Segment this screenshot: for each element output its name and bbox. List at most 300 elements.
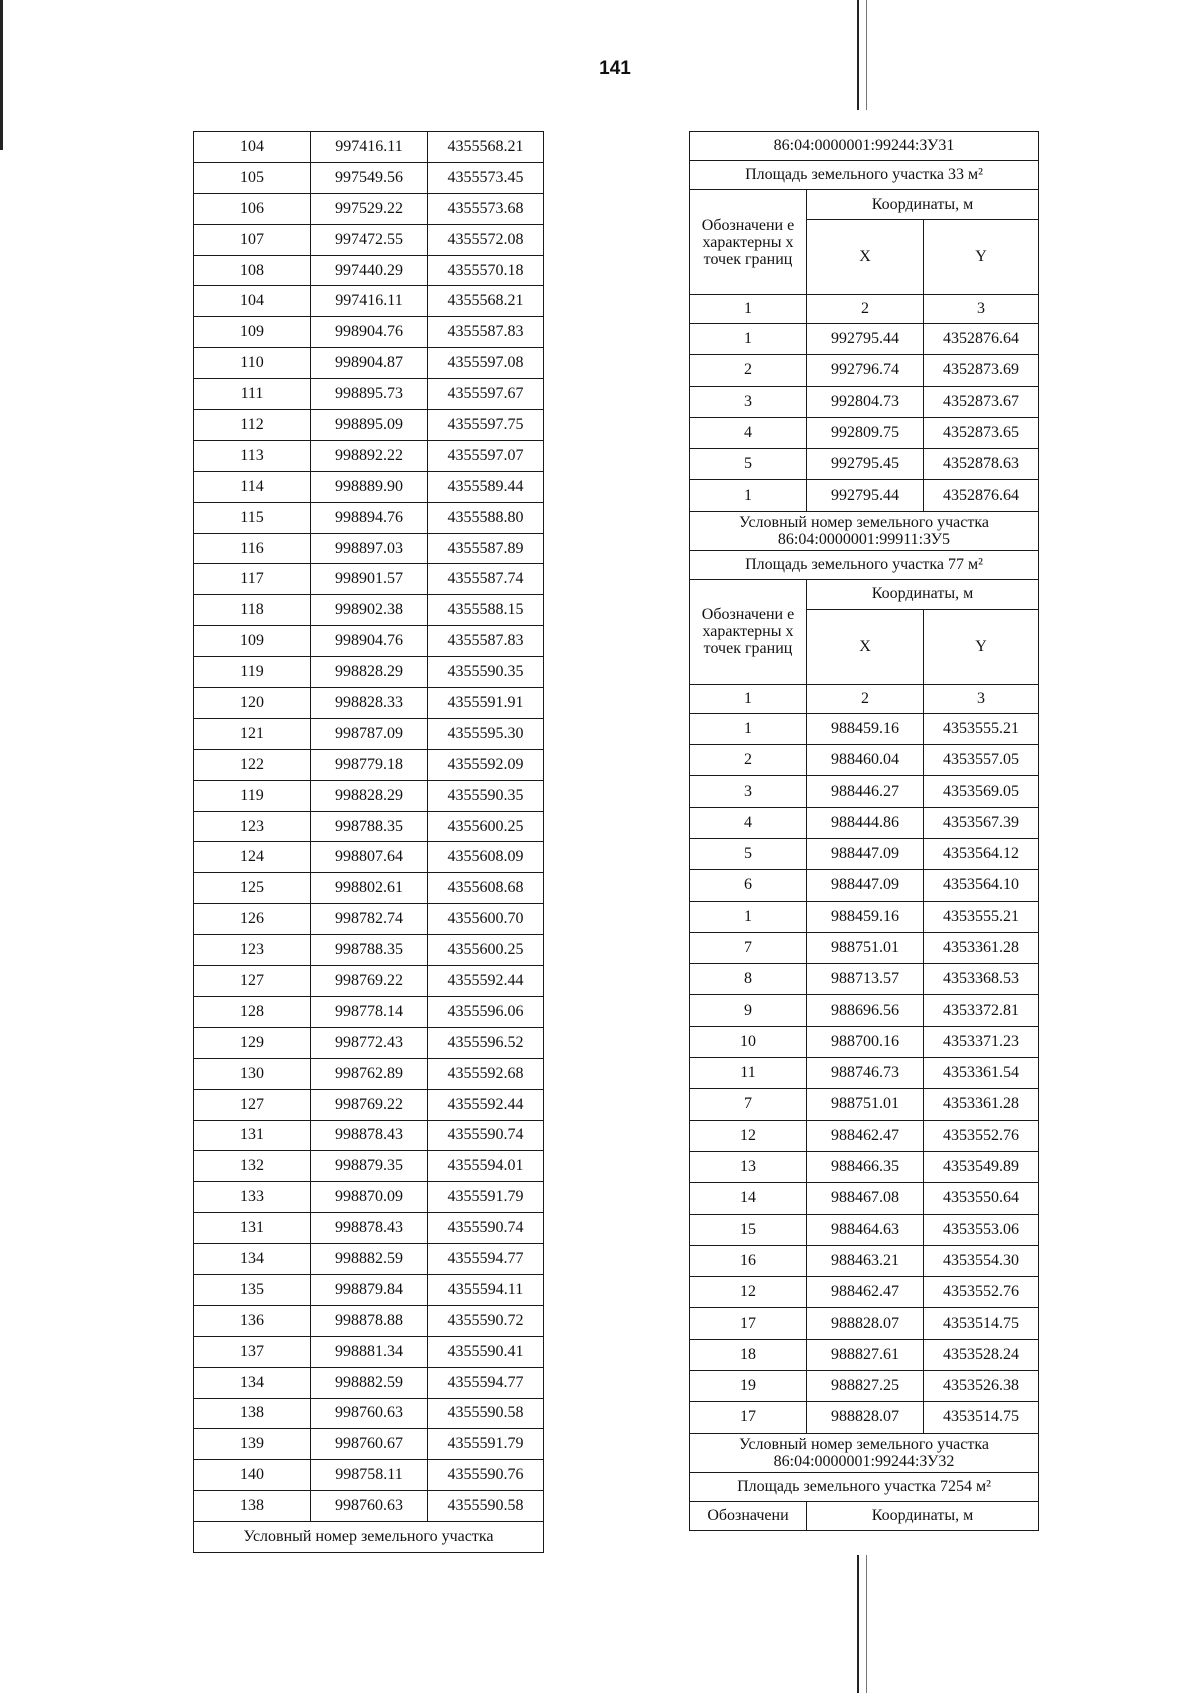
point-number-cell: 119 [194,780,311,811]
x-coordinate-cell: 998802.61 [311,873,428,904]
table-row [194,780,544,811]
x-coordinate-cell: 998902.38 [311,595,428,626]
table-row [194,1367,544,1398]
y-coordinate-cell: 4355588.80 [428,502,544,533]
plot3-area: Площадь земельного участка 7254 м² [690,1472,1039,1501]
x-coordinate-cell: 988696.56 [807,995,924,1026]
x-coordinate-cell: 998828.29 [311,657,428,688]
point-number-cell: 3 [690,776,807,807]
table-row [690,995,1039,1026]
y-coordinate-cell: 4352873.69 [924,355,1039,386]
point-number-cell: 109 [194,626,311,657]
x-coordinate-cell: 998904.87 [311,348,428,379]
plot2-x-header: X [807,609,924,684]
plot1-area-row [690,161,1039,190]
x-coordinate-cell: 992796.74 [807,355,924,386]
x-coordinate-cell: 988466.35 [807,1151,924,1182]
point-number-cell: 5 [690,449,807,480]
y-coordinate-cell: 4353550.64 [924,1183,1039,1214]
y-coordinate-cell: 4355590.41 [428,1336,544,1367]
table-row [690,838,1039,869]
point-number-cell: 120 [194,688,311,719]
x-coordinate-cell: 998882.59 [311,1367,428,1398]
x-coordinate-cell: 992795.45 [807,449,924,480]
y-coordinate-cell: 4355591.91 [428,688,544,719]
point-number-cell: 124 [194,842,311,873]
table-row [690,1214,1039,1245]
plot3-caption [690,1433,1039,1472]
y-coordinate-cell: 4353557.05 [924,745,1039,776]
x-coordinate-cell: 998769.22 [311,1089,428,1120]
x-coordinate-cell: 988459.16 [807,713,924,744]
x-coordinate-cell: 988459.16 [807,901,924,932]
point-number-cell: 134 [194,1367,311,1398]
point-number-cell: 6 [690,870,807,901]
y-coordinate-cell: 4355587.74 [428,564,544,595]
point-number-cell: 2 [690,745,807,776]
table-row [194,1058,544,1089]
x-coordinate-cell: 998778.14 [311,996,428,1027]
point-number-cell: 121 [194,718,311,749]
point-number-cell: 126 [194,904,311,935]
table-row [690,1339,1039,1370]
y-coordinate-cell: 4353552.76 [924,1277,1039,1308]
table-row [690,870,1039,901]
x-coordinate-cell: 997472.55 [311,224,428,255]
table-row [194,1398,544,1429]
table-row [194,935,544,966]
y-coordinate-cell: 4353569.05 [924,776,1039,807]
point-number-cell: 118 [194,595,311,626]
table-row [194,718,544,749]
table-row [194,1460,544,1491]
x-coordinate-cell: 988447.09 [807,838,924,869]
plot2-area-row [690,550,1039,579]
x-coordinate-cell: 998769.22 [311,966,428,997]
table-row [690,713,1039,744]
plot1-y-header: Y [924,220,1039,295]
plot2-colnum: 2 [807,684,924,713]
x-coordinate-cell: 998895.09 [311,410,428,441]
point-number-cell: 1 [690,480,807,511]
x-coordinate-cell: 998788.35 [311,935,428,966]
y-coordinate-cell: 4355587.89 [428,533,544,564]
table-row [690,1402,1039,1433]
point-number-cell: 116 [194,533,311,564]
y-coordinate-cell: 4353528.24 [924,1339,1039,1370]
left-table-body [194,132,544,1553]
x-coordinate-cell: 998807.64 [311,842,428,873]
plot1-colnum: 2 [807,295,924,324]
left-footer-caption-row [194,1522,544,1553]
point-number-cell: 112 [194,410,311,441]
point-number-cell: 105 [194,162,311,193]
plot2-cadastral-number: 86:04:0000001:99911:ЗУ5 [777,530,951,548]
x-coordinate-cell: 998879.35 [311,1151,428,1182]
x-coordinate-cell: 998760.63 [311,1491,428,1522]
point-number-cell: 137 [194,1336,311,1367]
y-coordinate-cell: 4355608.68 [428,873,544,904]
plot2-y-header: Y [924,609,1039,684]
y-coordinate-cell: 4353555.21 [924,713,1039,744]
table-row [194,1182,544,1213]
point-number-cell: 119 [194,657,311,688]
point-number-cell: 131 [194,1120,311,1151]
point-number-cell: 111 [194,379,311,410]
table-row [194,255,544,286]
point-number-cell: 134 [194,1244,311,1275]
plot2-caption-label: Условный номер земельного участка [739,513,989,531]
plot3-caption-row [690,1433,1039,1472]
y-coordinate-cell: 4355594.77 [428,1244,544,1275]
y-coordinate-cell: 4355600.25 [428,811,544,842]
x-coordinate-cell: 988447.09 [807,870,924,901]
table-row [690,1277,1039,1308]
x-coordinate-cell: 998878.43 [311,1213,428,1244]
point-number-cell: 12 [690,1277,807,1308]
table-row [194,410,544,441]
point-number-cell: 104 [194,286,311,317]
table-row [690,1183,1039,1214]
y-coordinate-cell: 4353553.06 [924,1214,1039,1245]
point-number-cell: 127 [194,1089,311,1120]
x-coordinate-cell: 988444.86 [807,807,924,838]
table-row [194,1151,544,1182]
point-number-cell: 132 [194,1151,311,1182]
y-coordinate-cell: 4355589.44 [428,471,544,502]
point-number-cell: 113 [194,440,311,471]
y-coordinate-cell: 4353554.30 [924,1245,1039,1276]
x-coordinate-cell: 988464.63 [807,1214,924,1245]
y-coordinate-cell: 4352873.65 [924,417,1039,448]
y-coordinate-cell: 4353526.38 [924,1371,1039,1402]
point-number-cell: 7 [690,1089,807,1120]
plot2-area: Площадь земельного участка 77 м² [690,550,1039,579]
x-coordinate-cell: 992809.75 [807,417,924,448]
x-coordinate-cell: 998892.22 [311,440,428,471]
x-coordinate-cell: 997440.29 [311,255,428,286]
y-coordinate-cell: 4352876.64 [924,324,1039,355]
scan-binding-line [866,0,867,110]
page-number: 141 [599,58,631,79]
table-row [194,688,544,719]
y-coordinate-cell: 4355597.67 [428,379,544,410]
x-coordinate-cell: 998879.84 [311,1274,428,1305]
point-number-cell: 5 [690,838,807,869]
table-row [690,1026,1039,1057]
y-coordinate-cell: 4353514.75 [924,1402,1039,1433]
point-number-cell: 16 [690,1245,807,1276]
table-row [194,1089,544,1120]
plot1-cadastral-row [690,132,1039,161]
point-number-cell: 1 [690,901,807,932]
x-coordinate-cell: 998760.67 [311,1429,428,1460]
point-number-cell: 128 [194,996,311,1027]
y-coordinate-cell: 4355587.83 [428,626,544,657]
plot2-caption [690,511,1039,550]
table-row [194,1213,544,1244]
y-coordinate-cell: 4355590.35 [428,780,544,811]
y-coordinate-cell: 4355573.45 [428,162,544,193]
x-coordinate-cell: 988462.47 [807,1120,924,1151]
point-number-cell: 115 [194,502,311,533]
point-number-cell: 108 [194,255,311,286]
x-coordinate-cell: 998828.29 [311,780,428,811]
table-row [194,626,544,657]
table-row [194,162,544,193]
y-coordinate-cell: 4355594.11 [428,1274,544,1305]
plot3-designation-header: Обозначени [690,1501,807,1530]
point-number-cell: 17 [690,1402,807,1433]
table-row [690,480,1039,511]
x-coordinate-cell: 998895.73 [311,379,428,410]
x-coordinate-cell: 998762.89 [311,1058,428,1089]
point-number-cell: 15 [690,1214,807,1245]
y-coordinate-cell: 4355590.74 [428,1213,544,1244]
y-coordinate-cell: 4355568.21 [428,132,544,163]
point-number-cell: 4 [690,417,807,448]
plot1-colnum-row [690,295,1039,324]
point-number-cell: 138 [194,1491,311,1522]
table-row [194,132,544,163]
point-number-cell: 135 [194,1274,311,1305]
y-coordinate-cell: 4355600.25 [428,935,544,966]
table-row [690,1120,1039,1151]
x-coordinate-cell: 988713.57 [807,964,924,995]
x-coordinate-cell: 997416.11 [311,132,428,163]
point-number-cell: 140 [194,1460,311,1491]
y-coordinate-cell: 4353514.75 [924,1308,1039,1339]
x-coordinate-cell: 997416.11 [311,286,428,317]
plot1-colnum: 3 [924,295,1039,324]
plot3-area-row [690,1472,1039,1501]
point-number-cell: 18 [690,1339,807,1370]
point-number-cell: 107 [194,224,311,255]
point-number-cell: 9 [690,995,807,1026]
y-coordinate-cell: 4352873.67 [924,386,1039,417]
y-coordinate-cell: 4353564.12 [924,838,1039,869]
y-coordinate-cell: 4355591.79 [428,1182,544,1213]
x-coordinate-cell: 988463.21 [807,1245,924,1276]
point-number-cell: 4 [690,807,807,838]
table-row [690,932,1039,963]
point-number-cell: 109 [194,317,311,348]
table-row [194,317,544,348]
x-coordinate-cell: 998904.76 [311,317,428,348]
point-number-cell: 10 [690,1026,807,1057]
table-row [690,901,1039,932]
scan-binding-line [857,0,859,110]
point-number-cell: 122 [194,749,311,780]
y-coordinate-cell: 4353361.28 [924,932,1039,963]
table-row [194,996,544,1027]
point-number-cell: 104 [194,132,311,163]
table-row [690,807,1039,838]
point-number-cell: 133 [194,1182,311,1213]
plot2-colnum: 1 [690,684,807,713]
plot1-header-row-1 [690,190,1039,220]
y-coordinate-cell: 4352876.64 [924,480,1039,511]
table-row [690,1089,1039,1120]
table-row [194,1305,544,1336]
y-coordinate-cell: 4355587.83 [428,317,544,348]
y-coordinate-cell: 4353567.39 [924,807,1039,838]
point-number-cell: 130 [194,1058,311,1089]
point-number-cell: 123 [194,935,311,966]
table-row [194,811,544,842]
table-row [194,502,544,533]
x-coordinate-cell: 998788.35 [311,811,428,842]
y-coordinate-cell: 4355588.15 [428,595,544,626]
point-number-cell: 17 [690,1308,807,1339]
point-number-cell: 8 [690,964,807,995]
x-coordinate-cell: 988828.07 [807,1308,924,1339]
y-coordinate-cell: 4355596.52 [428,1027,544,1058]
point-number-cell: 139 [194,1429,311,1460]
x-coordinate-cell: 998881.34 [311,1336,428,1367]
plot1-area: Площадь земельного участка 33 м² [690,161,1039,190]
y-coordinate-cell: 4352878.63 [924,449,1039,480]
y-coordinate-cell: 4355608.09 [428,842,544,873]
x-coordinate-cell: 998779.18 [311,749,428,780]
table-row [194,1336,544,1367]
plot1-coords-header: Координаты, м [807,190,1039,220]
table-row [194,1244,544,1275]
table-row [194,595,544,626]
x-coordinate-cell: 998787.09 [311,718,428,749]
y-coordinate-cell: 4355590.58 [428,1398,544,1429]
point-number-cell: 110 [194,348,311,379]
table-row [690,355,1039,386]
plot1-rows [690,324,1039,512]
x-coordinate-cell: 988746.73 [807,1058,924,1089]
x-coordinate-cell: 998782.74 [311,904,428,935]
table-row [690,449,1039,480]
point-number-cell: 14 [690,1183,807,1214]
y-coordinate-cell: 4353555.21 [924,901,1039,932]
x-coordinate-cell: 998760.63 [311,1398,428,1429]
x-coordinate-cell: 992804.73 [807,386,924,417]
table-row [194,749,544,780]
y-coordinate-cell: 4355594.01 [428,1151,544,1182]
table-row [690,964,1039,995]
point-number-cell: 2 [690,355,807,386]
point-number-cell: 127 [194,966,311,997]
table-row [194,1027,544,1058]
plot3-caption-label: Условный номер земельного участка [739,1435,989,1453]
point-number-cell: 7 [690,932,807,963]
table-row [194,1491,544,1522]
y-coordinate-cell: 4353552.76 [924,1120,1039,1151]
table-row [194,873,544,904]
table-row [690,1371,1039,1402]
point-number-cell: 1 [690,713,807,744]
y-coordinate-cell: 4353361.54 [924,1058,1039,1089]
plot1-colnum: 1 [690,295,807,324]
y-coordinate-cell: 4353361.28 [924,1089,1039,1120]
x-coordinate-cell: 998889.90 [311,471,428,502]
x-coordinate-cell: 997529.22 [311,193,428,224]
y-coordinate-cell: 4355595.30 [428,718,544,749]
point-number-cell: 3 [690,386,807,417]
x-coordinate-cell: 992795.44 [807,480,924,511]
x-coordinate-cell: 988467.08 [807,1183,924,1214]
x-coordinate-cell: 998882.59 [311,1244,428,1275]
plot3-header-row-1 [690,1501,1039,1530]
point-number-cell: 114 [194,471,311,502]
x-coordinate-cell: 997549.56 [311,162,428,193]
table-row [194,440,544,471]
x-coordinate-cell: 988751.01 [807,932,924,963]
plot2-colnum-row [690,684,1039,713]
table-row [194,1120,544,1151]
point-number-cell: 136 [194,1305,311,1336]
y-coordinate-cell: 4355592.68 [428,1058,544,1089]
table-row [690,776,1039,807]
x-coordinate-cell: 998878.88 [311,1305,428,1336]
y-coordinate-cell: 4355594.77 [428,1367,544,1398]
y-coordinate-cell: 4355591.79 [428,1429,544,1460]
plot3-cadastral-number: 86:04:0000001:99244:ЗУ32 [773,1452,955,1470]
table-row [194,904,544,935]
x-coordinate-cell: 998828.33 [311,688,428,719]
point-number-cell: 13 [690,1151,807,1182]
table-row [194,1274,544,1305]
plot1-x-header: X [807,220,924,295]
y-coordinate-cell: 4355600.70 [428,904,544,935]
y-coordinate-cell: 4355597.08 [428,348,544,379]
y-coordinate-cell: 4355592.44 [428,966,544,997]
x-coordinate-cell: 988751.01 [807,1089,924,1120]
scan-binding-line [857,1555,859,1693]
y-coordinate-cell: 4355572.08 [428,224,544,255]
x-coordinate-cell: 998772.43 [311,1027,428,1058]
table-row [690,1151,1039,1182]
x-coordinate-cell: 998870.09 [311,1182,428,1213]
table-row [690,1308,1039,1339]
x-coordinate-cell: 988827.25 [807,1371,924,1402]
point-number-cell: 129 [194,1027,311,1058]
point-number-cell: 1 [690,324,807,355]
plot1-cadastral-number: 86:04:0000001:99244:ЗУ31 [690,132,1039,161]
plot2-rows [690,713,1039,1433]
table-row [194,1429,544,1460]
y-coordinate-cell: 4353368.53 [924,964,1039,995]
y-coordinate-cell: 4355568.21 [428,286,544,317]
table-row [690,1245,1039,1276]
table-row [194,564,544,595]
plot1-designation-header: Обозначени е характерны х точек границ [690,190,807,295]
y-coordinate-cell: 4353372.81 [924,995,1039,1026]
scan-edge-line [0,0,3,150]
y-coordinate-cell: 4355590.74 [428,1120,544,1151]
y-coordinate-cell: 4355590.58 [428,1491,544,1522]
y-coordinate-cell: 4355590.35 [428,657,544,688]
x-coordinate-cell: 998897.03 [311,533,428,564]
x-coordinate-cell: 998904.76 [311,626,428,657]
plot2-coords-header: Координаты, м [807,579,1039,609]
x-coordinate-cell: 998901.57 [311,564,428,595]
plot3-coords-header: Координаты, м [807,1501,1039,1530]
x-coordinate-cell: 998894.76 [311,502,428,533]
point-number-cell: 12 [690,1120,807,1151]
y-coordinate-cell: 4353564.10 [924,870,1039,901]
plot2-colnum: 3 [924,684,1039,713]
x-coordinate-cell: 988827.61 [807,1339,924,1370]
left-coordinates-table [193,131,544,1553]
y-coordinate-cell: 4355590.76 [428,1460,544,1491]
y-coordinate-cell: 4355573.68 [428,193,544,224]
